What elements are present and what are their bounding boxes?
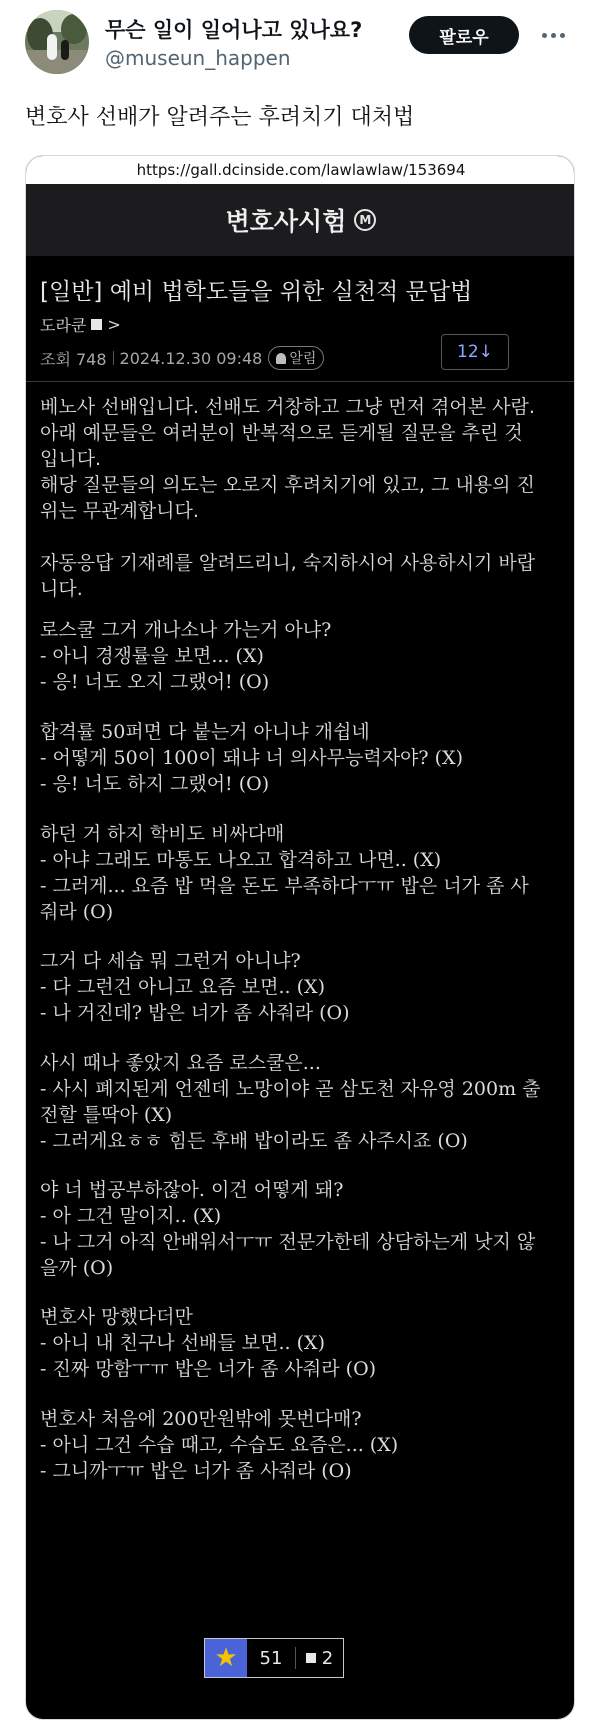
tweet-media[interactable] bbox=[25, 155, 575, 1720]
qa-block bbox=[40, 617, 562, 695]
divider bbox=[26, 381, 575, 382]
gallery-header bbox=[26, 184, 575, 256]
alarm-label: 알림 bbox=[289, 351, 317, 367]
qa-question: 합격률 50퍼면 다 붙는거 아니냐 개쉽네 bbox=[40, 721, 370, 743]
bell-icon bbox=[276, 353, 286, 364]
qa-answer: - 응! 너도 하지 그랬어! (O) bbox=[40, 773, 270, 795]
body-line: 니다. bbox=[40, 578, 83, 600]
post-url: https://gall.dcinside.com/lawlawlaw/153694 bbox=[26, 156, 575, 184]
qa-block bbox=[40, 1050, 562, 1154]
qa-answer: - 아냐 그래도 마통도 나오고 합격하고 나면.. (X) bbox=[40, 849, 442, 871]
tweet-header bbox=[25, 10, 575, 78]
avatar[interactable] bbox=[25, 10, 89, 74]
dislike-icon bbox=[306, 1653, 316, 1663]
tweet-text: 변호사 선배가 알려주는 후려치기 대처법 bbox=[25, 105, 415, 130]
author-row[interactable] bbox=[40, 313, 121, 336]
qa-block bbox=[40, 948, 562, 1026]
qa-answer: - 나 거진데? 밥은 너가 좀 사줘라 (O) bbox=[40, 1002, 350, 1024]
user-type-icon bbox=[91, 319, 102, 330]
follow-button[interactable]: 팔로우 bbox=[409, 16, 519, 54]
qa-block bbox=[40, 821, 562, 925]
qa-answer: - 응! 너도 오지 그랬어! (O) bbox=[40, 671, 270, 693]
qa-answer: 을까 (O) bbox=[40, 1257, 114, 1279]
more-options-icon[interactable] bbox=[535, 20, 571, 50]
qa-answer: - 아니 경쟁률을 보면... (X) bbox=[40, 645, 264, 667]
qa-block bbox=[40, 1406, 562, 1484]
divider bbox=[113, 351, 114, 365]
alarm-button[interactable] bbox=[268, 346, 324, 370]
post-date: 2024.12.30 09:48 bbox=[119, 348, 263, 368]
qa-answer: 전할 틀딱아 (X) bbox=[40, 1104, 173, 1126]
post-title: [일반] 예비 법학도들을 위한 실천적 문답법 bbox=[40, 279, 473, 305]
dislike-button[interactable] bbox=[296, 1639, 343, 1677]
minor-gallery-badge-icon: M bbox=[354, 209, 376, 231]
gallery-title: 변호사시험 bbox=[225, 207, 347, 236]
qa-answer: - 다 그런건 아니고 요즘 보면.. (X) bbox=[40, 976, 325, 998]
qa-question: 사시 때나 좋았지 요즘 로스쿨은... bbox=[40, 1052, 321, 1074]
qa-answer: - 아니 내 친구나 선배들 보면.. (X) bbox=[40, 1332, 325, 1354]
recommend-count: 51 bbox=[259, 1647, 283, 1669]
view-count: 조회 748 bbox=[40, 349, 107, 369]
qa-question: 변호사 망했다더만 bbox=[40, 1306, 193, 1328]
qa-answer: 줘라 (O) bbox=[40, 901, 114, 923]
qa-answer: - 그러게요ㅎㅎ 힘든 후배 밥이라도 좀 사주시죠 (O) bbox=[40, 1130, 468, 1152]
qa-question: 야 너 법공부하잖아. 이건 어떻게 돼? bbox=[40, 1179, 344, 1201]
dislike-count: 2 bbox=[321, 1647, 334, 1669]
qa-answer: - 아 그건 말이지.. (X) bbox=[40, 1205, 222, 1227]
chevron-right-icon: > bbox=[107, 315, 121, 334]
display-name[interactable]: 무슨 일이 일어나고 있나요? bbox=[105, 18, 363, 42]
post-meta bbox=[40, 346, 324, 370]
qa-question: 변호사 처음에 200만원밖에 못번다매? bbox=[40, 1408, 362, 1430]
body-line: 베노사 선배입니다. 선배도 거창하고 그냥 먼저 겪어본 사람. bbox=[40, 396, 535, 418]
body-line bbox=[40, 524, 562, 550]
qa-question: 하던 거 하지 학비도 비싸다매 bbox=[40, 823, 285, 845]
qa-question: 그거 다 세습 뭐 그런거 아니냐? bbox=[40, 950, 301, 972]
user-handle[interactable]: @museun_happen bbox=[105, 46, 291, 70]
body-line: 해당 질문들의 의도는 오로지 후려치기에 있고, 그 내용의 진 bbox=[40, 474, 535, 496]
body-line: 자동응답 기재례를 알려드리니, 숙지하시어 사용하시기 바랍 bbox=[40, 552, 536, 574]
qa-block bbox=[40, 1177, 562, 1281]
post-intro bbox=[40, 394, 562, 602]
qa-block bbox=[40, 1304, 562, 1382]
author-name[interactable]: 도라쿤 bbox=[40, 316, 87, 335]
qa-block bbox=[40, 719, 562, 797]
qa-answer: - 어떻게 50이 100이 돼냐 너 의사무능력자야? (X) bbox=[40, 747, 463, 769]
qa-answer: - 나 그거 아직 안배워서ㅜㅠ 전문가한테 상담하는게 낫지 않 bbox=[40, 1231, 536, 1253]
comment-count-button[interactable]: 12↓ bbox=[441, 334, 509, 370]
qa-answer: - 진짜 망함ㅜㅠ 밥은 너가 좀 사줘라 (O) bbox=[40, 1358, 377, 1380]
qa-answer: - 아니 그건 수습 때고, 수습도 요즘은... (X) bbox=[40, 1434, 399, 1456]
body-line: 위는 무관계합니다. bbox=[40, 500, 199, 522]
qa-answer: - 그니까ㅜㅠ 밥은 너가 좀 사줘라 (O) bbox=[40, 1460, 352, 1482]
body-line: 아래 예문들은 여러분이 반복적으로 듣게될 질문을 추린 것 bbox=[40, 422, 523, 444]
star-icon[interactable]: ★ bbox=[205, 1639, 247, 1677]
qa-answer: - 사시 폐지된게 언젠데 노망이야 곧 삼도천 자유영 200m 출 bbox=[40, 1078, 541, 1100]
qa-answer: - 그러게... 요즘 밥 먹을 돈도 부족하다ㅜㅠ 밥은 너가 좀 사 bbox=[40, 875, 529, 897]
body-line: 입니다. bbox=[40, 448, 102, 470]
qa-question: 로스쿨 그거 개나소나 가는거 아냐? bbox=[40, 619, 332, 641]
recommend-box bbox=[204, 1638, 344, 1678]
